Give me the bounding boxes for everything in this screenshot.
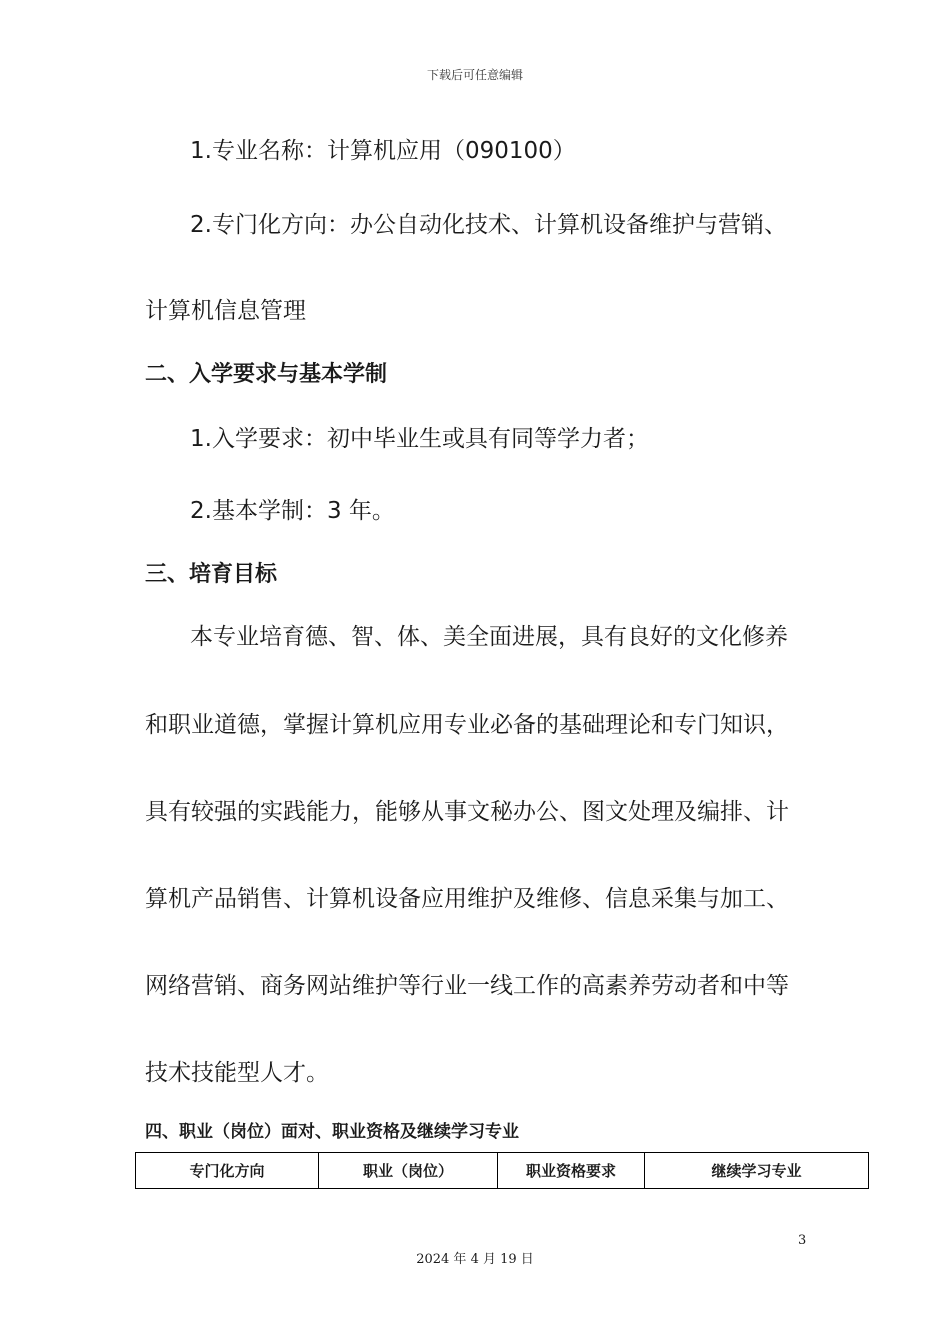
section-heading-goal: 三、培育目标 bbox=[145, 562, 278, 587]
section-heading-entry: 二、入学要求与基本学制 bbox=[145, 362, 388, 387]
duration-line: 2.基本学制：3 年。 bbox=[190, 498, 395, 524]
goal-line: 本专业培育德、智、体、美全面进展，具有良好的文化修养 bbox=[190, 624, 788, 650]
entry-requirement-line: 1.入学要求：初中毕业生或具有同等学力者； bbox=[190, 426, 649, 452]
table-header-cell: 职业（岗位） bbox=[319, 1153, 498, 1189]
table-header-cell: 职业资格要求 bbox=[498, 1153, 645, 1189]
page-header: 下载后可任意编辑 bbox=[426, 68, 523, 82]
goal-line: 网络营销、商务网站维护等行业一线工作的高素养劳动者和中等 bbox=[145, 973, 789, 999]
direction-line-1: 2.专门化方向：办公自动化技术、计算机设备维护与营销、 bbox=[190, 212, 787, 238]
table-header-cell: 继续学习专业 bbox=[645, 1153, 869, 1189]
footer-date: 2024 年 4 月 19 日 bbox=[416, 1252, 534, 1267]
major-name-line: 1.专业名称：计算机应用（090100） bbox=[190, 138, 576, 164]
goal-line: 具有较强的实践能力，能够从事文秘办公、图文处理及编排、计 bbox=[145, 799, 789, 825]
table-header-row bbox=[136, 1153, 869, 1189]
table-header-cell: 专门化方向 bbox=[136, 1153, 319, 1189]
career-table bbox=[135, 1152, 869, 1189]
goal-line: 和职业道德，掌握计算机应用专业必备的基础理论和专门知识， bbox=[145, 712, 789, 738]
goal-line: 算机产品销售、计算机设备应用维护及维修、信息采集与加工、 bbox=[145, 886, 789, 912]
table-title: 四、职业（岗位）面对、职业资格及继续学习专业 bbox=[145, 1122, 519, 1142]
goal-line: 技术技能型人才。 bbox=[145, 1060, 329, 1086]
direction-line-2: 计算机信息管理 bbox=[145, 298, 306, 324]
page-number: 3 bbox=[798, 1233, 807, 1248]
